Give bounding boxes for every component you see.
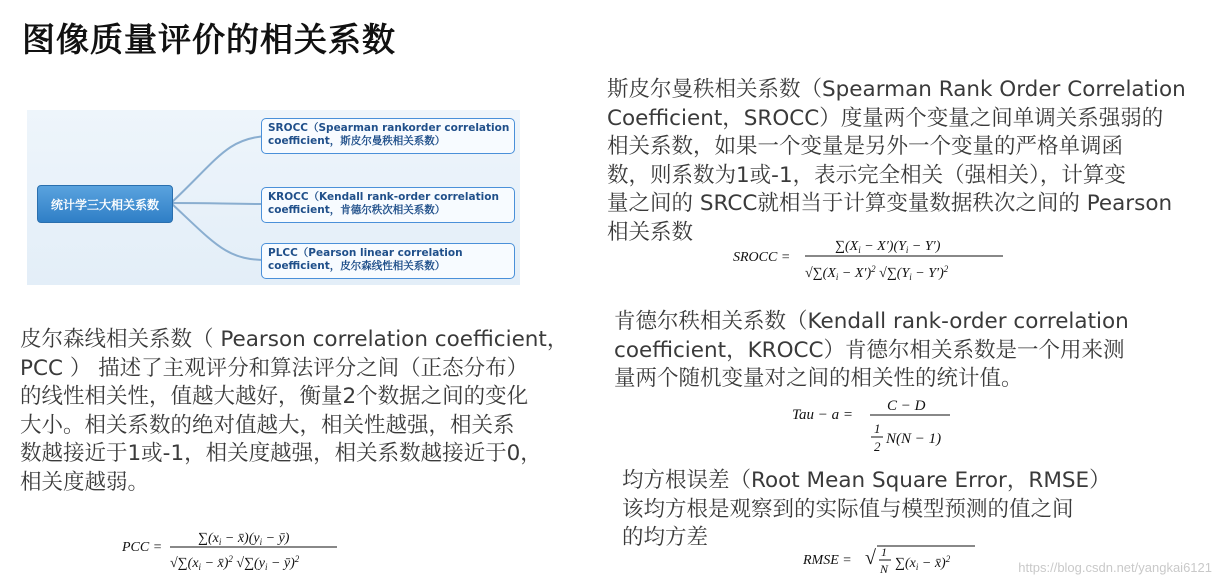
kendall-paragraph [614, 308, 1204, 394]
mind-map-diagram [27, 110, 520, 285]
kendall-half-den: 2 [874, 439, 881, 454]
svg-text:√∑(xi − x̄)2 √∑(yi − ȳ)2: $√\sum(x_i$ − x̄)$^2$ $√\sum(y_i$ − ȳ)$^2$ [170, 554, 300, 572]
srocc-formula-label: SROCC = [733, 250, 791, 265]
kendall-line: 量两个随机变量对之间的相关性的统计值。 [614, 366, 1023, 391]
pearson-line: 的线性相关性，值越大越好，衡量2个数据之间的变化 [20, 384, 529, 409]
kendall-denominator: N(N − 1) [886, 431, 942, 447]
rmse-line: 该均方根是观察到的实际值与模型预测的值之间 [622, 496, 1074, 522]
mind-map-node-srocc [261, 118, 515, 154]
pcc-formula-label: PCC = [122, 540, 163, 555]
mind-map-root: 统计学三大相关系数 [37, 185, 173, 223]
kendall-formula-graphic [792, 393, 972, 463]
pearson-line: PCC ） 描述了主观评分和算法评分之间（正态分布） [20, 355, 529, 381]
node-line: SROCC（Spearman rankorder correlation [268, 122, 510, 134]
svg-text:1: 1 [881, 545, 887, 559]
pcc-formula [122, 522, 342, 577]
rmse-line: 均方根误差（Root Mean Square Error，RMSE） [622, 468, 1111, 493]
mind-map-node-plcc [261, 243, 515, 279]
pearson-paragraph [20, 326, 595, 497]
node-line: coefficient，斯皮尔曼秩相关系数） [268, 135, 446, 147]
spearman-line: 相关系数，如果一个变量是另外一个变量的严格单调函 [607, 134, 1124, 159]
spearman-line: 斯皮尔曼秩相关系数（Spearman Rank Order Correlation [607, 77, 1186, 102]
pearson-line: 相关度越弱。 [20, 469, 150, 495]
node-line: PLCC（Pearson linear correlation [268, 247, 463, 259]
svg-text:∑(Xi − X′)(Yi − Y′): $\sum(X_i - X')(Y_i - Y')$ [835, 239, 941, 255]
srocc-formula-graphic [733, 232, 1013, 287]
pearson-line: 数越接近于1或-1，相关度越强，相关系数越接近于0， [20, 441, 542, 466]
pearson-line: 大小。相关系数的绝对值越大，相关性越强，相关系 [20, 412, 515, 438]
node-line: KROCC（Kendall rank-order correlation [268, 191, 499, 203]
kendall-formula [792, 393, 972, 463]
srocc-formula [733, 232, 1013, 287]
svg-text:√: √ [865, 547, 876, 569]
page-title: 图像质量评价的相关系数 [22, 20, 396, 59]
kendall-numerator: C − D [887, 398, 926, 414]
node-line: coefficient，皮尔森线性相关系数） [268, 260, 446, 272]
node-line: coefficient，肯德尔秩次相关系数） [268, 204, 446, 216]
spearman-line: 相关系数 [607, 219, 694, 245]
svg-text:∑(xi − x̄)(yi − ȳ): $\sum(x_i$ − $x̄)(y_i$ − ȳ) [198, 531, 290, 547]
kendall-line: 肯德尔秩相关系数（Kendall rank-order correlation [614, 309, 1129, 334]
spearman-line: Coefficient，SROCC）度量两个变量之间单调关系强弱的 [607, 105, 1164, 131]
pcc-formula-graphic [122, 522, 342, 577]
pearson-line: 皮尔森线相关系数（ Pearson correlation coefficient， [20, 327, 569, 352]
kendall-line: coefficient，KROCC）肯德尔相关系数是一个用来测 [614, 337, 1125, 363]
rmse-formula [803, 536, 983, 581]
rmse-formula-graphic [803, 536, 983, 581]
kendall-formula-label: Tau − a = [792, 407, 853, 423]
watermark-text: https://blog.csdn.net/yangkai6121 [1018, 560, 1212, 575]
mind-map-node-krocc [261, 187, 515, 223]
svg-text:∑(xi − x̄)2: $\sum(x_i$ − x̄)$^2$ [895, 554, 951, 572]
spearman-paragraph [607, 76, 1207, 247]
kendall-half-num: 1 [874, 421, 881, 436]
svg-text:√∑(Xi − X′)2 √∑(Yi − Y′)2: $√\sum(X_i - X')^2$ $√\sum(Y_i - Y')^2$ [805, 264, 949, 282]
spearman-line: 数，则系数为1或-1，表示完全相关（强相关），计算变 [607, 162, 1126, 188]
rmse-line: 的均方差 [622, 525, 709, 550]
svg-text:N: N [880, 562, 889, 576]
spearman-line: 量之间的 SRCC就相当于计算变量数据秩次之间的 Pearson [607, 191, 1173, 216]
rmse-formula-label: RMSE = [803, 553, 852, 568]
